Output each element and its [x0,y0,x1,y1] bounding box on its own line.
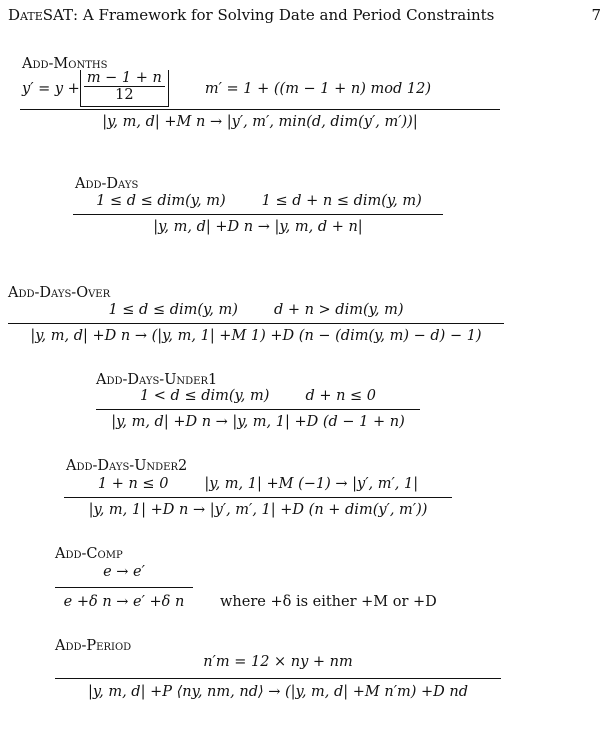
running-title-rest: : A Framework for Solving Date and Period Constraints [73,6,495,24]
premise-add-days-under2-left: 1 + n ≤ 0 [97,476,169,492]
premise-add-days-left: 1 ≤ d ≤ dim(y, m) [96,193,226,209]
conclusion-add-days-under2: |y, m, 1| +D n → |y′, m′, 1| +D (n + dim(y′, m′)) [88,502,428,518]
premise-add-months-left: y′ = y + [22,80,80,97]
conclusion-add-days: |y, m, d| +D n → |y, m, d + n| [153,219,363,235]
inference-bar-add-days [73,214,443,215]
rule-name-add-days: Add-Days [75,176,139,192]
rule-name-add-months: Add-Months [22,56,108,72]
running-title-smallcaps: DateSAT [8,6,74,24]
premise-add-days-over-left: 1 ≤ d ≤ dim(y, m) [108,302,238,318]
page-number: 7 [591,6,601,24]
conclusion-add-period: |y, m, d| +P ⟨ny, nm, nd⟩ → (|y, m, d| +M n′m) +D nd [87,684,469,700]
inference-bar-add-period [55,678,501,679]
premise-add-days-under1-left: 1 < d ≤ dim(y, m) [139,388,270,404]
premise-add-days-under2 [66,476,450,492]
floor-brackets [80,70,169,107]
rule-name-add-days-under1: Add-Days-Under1 [96,372,218,388]
premise-add-days-under2-right: |y, m, 1| +M (−1) → |y′, m′, 1| [204,476,419,492]
inference-bar-add-comp [55,587,193,588]
conclusion-add-days-over: |y, m, d| +D n → (|y, m, 1| +M 1) +D (n − (dim(y, m) − d) − 1) [30,328,482,344]
premise-add-months [22,70,500,108]
premise-add-days-right: 1 ≤ d + n ≤ dim(y, m) [261,193,422,209]
premise-add-comp: e → e′ [103,564,145,580]
rule-name-add-days-under2: Add-Days-Under2 [66,458,188,474]
side-condition-add-comp: where +δ is either +M or +D [220,594,437,610]
conclusion-add-comp: e +δ n → e′ +δ n [63,594,185,610]
inference-bar-add-days-under1 [96,409,420,410]
premise-add-days-over-right: d + n > dim(y, m) [273,302,404,318]
premise-add-days-over [8,302,504,318]
inference-bar-add-days-over [8,323,504,324]
rule-name-add-days-over: Add-Days-Over [8,285,111,301]
running-title [8,6,494,24]
fraction-numerator: m − 1 + n [84,70,165,87]
fraction [84,70,165,103]
conclusion-add-days-under1: |y, m, d| +D n → |y, m, 1| +D (d − 1 + n) [111,414,405,430]
premise-add-months-right: m′ = 1 + ((m − 1 + n) mod 12) [204,80,431,97]
conclusion-add-months: |y, m, d| +M n → |y′, m′, min(d, dim(y′, m′))| [102,114,418,130]
inference-bar-add-days-under2 [64,497,452,498]
running-header [8,6,605,24]
rule-name-add-period: Add-Period [55,638,132,654]
fraction-denominator: 12 [115,87,134,103]
inference-bar-add-months [20,109,500,110]
rule-name-add-comp: Add-Comp [55,546,123,562]
premise-add-days-under1 [96,388,420,404]
premise-add-days-under1-right: d + n ≤ 0 [305,388,377,404]
premise-add-days [75,193,443,209]
premise-add-period: n′m = 12 × ny + nm [203,654,353,670]
